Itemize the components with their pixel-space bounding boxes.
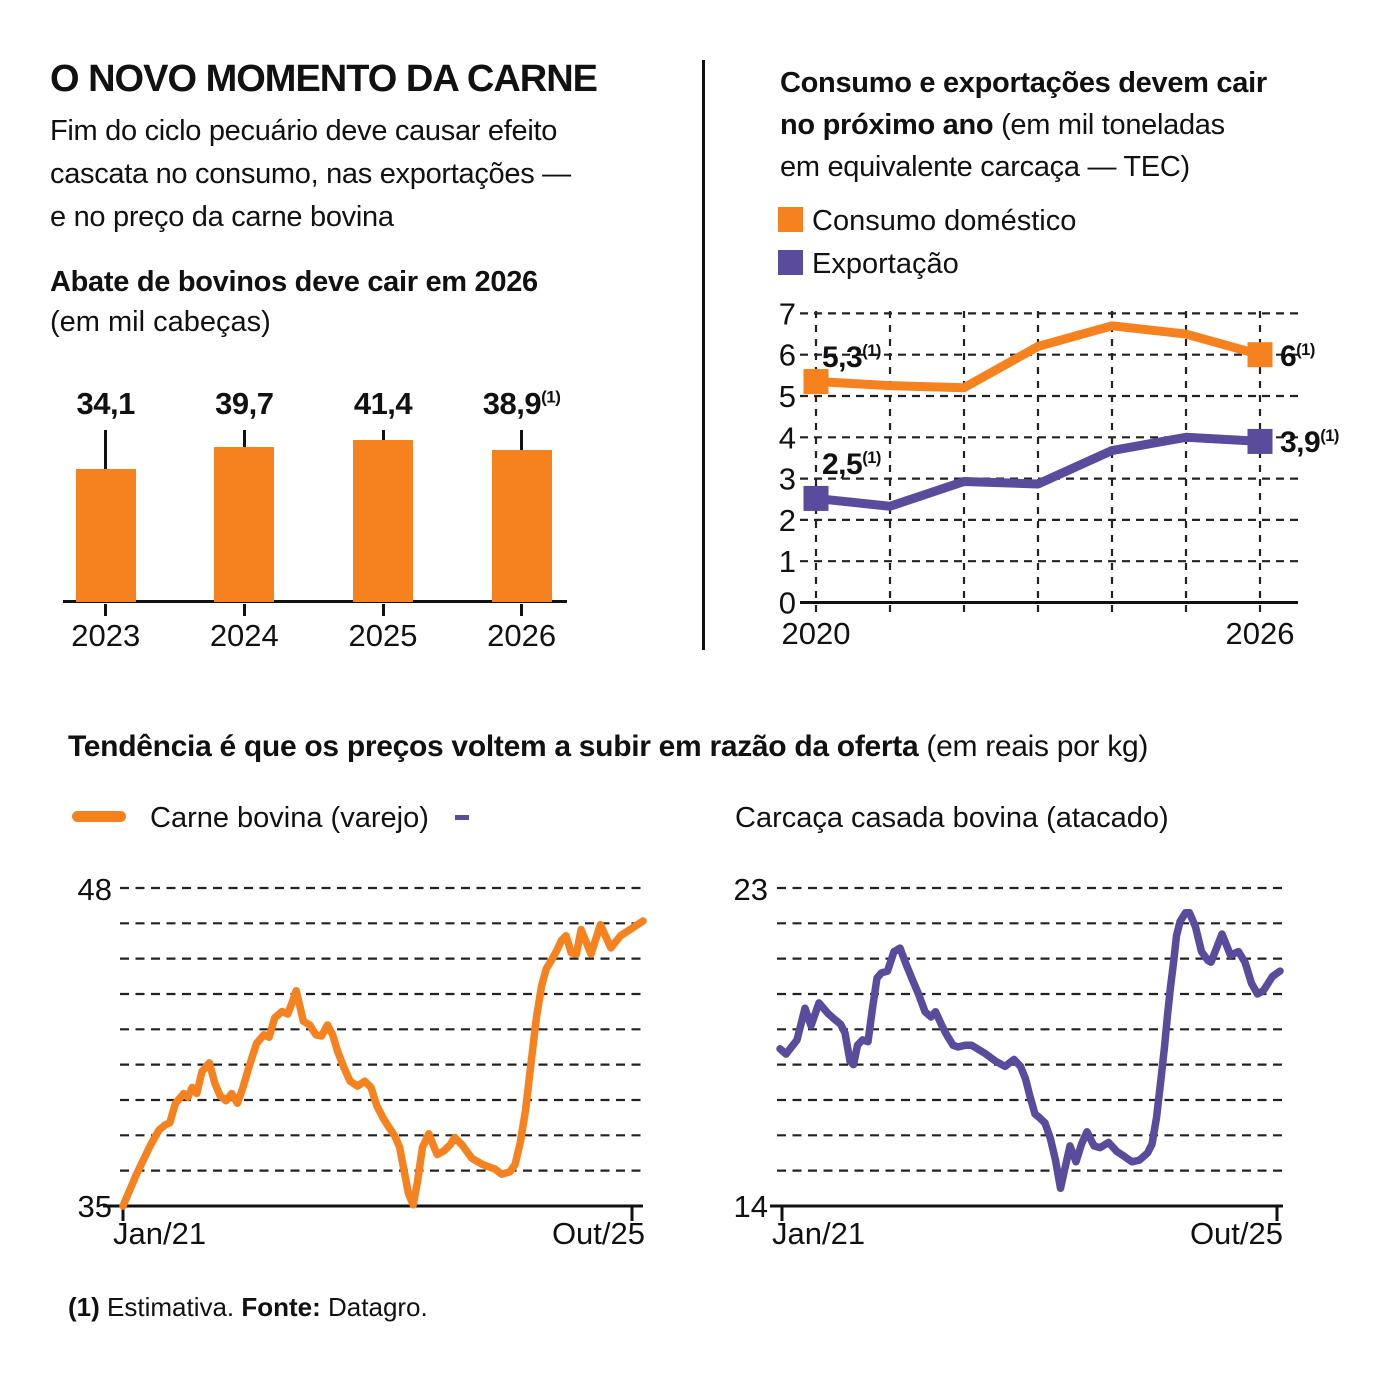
bar-2023 [76, 469, 136, 602]
price-title-bold: Tendência é que os preços voltem a subir em razão da oferta [68, 730, 919, 763]
footnote-source-label: Fonte: [241, 1292, 321, 1322]
varejo-x-end-label: Out/25 [551, 1216, 645, 1251]
footnote-mark: (1) [68, 1292, 100, 1322]
page-title: O NOVO MOMENTO DA CARNE [50, 58, 598, 100]
bar-callout-line [104, 430, 107, 469]
bar-callout-line [243, 430, 246, 447]
bar-chart [50, 380, 630, 670]
legend-swatch-consumo [778, 207, 803, 232]
legend-line-swatch-atacado [455, 815, 469, 820]
bar-category-label: 2023 [71, 618, 141, 653]
bar-axis-tick [104, 604, 107, 616]
consumption-y-tick-label: 4 [778, 420, 796, 456]
atacado-x-end-label: Out/25 [1189, 1216, 1283, 1251]
bar-2026 [492, 450, 552, 602]
atacado-chart-plot [715, 865, 1315, 1265]
footnote-source: Datagro. [320, 1292, 428, 1322]
exportacao-last-point-label: 3,9$^{(1)}$ [1280, 426, 1339, 459]
consumption-y-tick-label: 1 [778, 544, 796, 580]
consumption-title-line3: em equivalente carcaça — TEC) [780, 151, 1190, 183]
consumption-title-line2-regular: (em mil toneladas [993, 109, 1225, 141]
consumption-y-tick-label: 3 [778, 461, 796, 497]
bar-axis-tick [243, 604, 246, 616]
bar-value-label: 39,7 [215, 386, 274, 421]
bar-value-label: 38,9$^{(1)}$ [482, 386, 561, 421]
legend-swatch-exportacao [778, 250, 803, 275]
bar-callout-line [520, 430, 523, 450]
bar-callout-line [382, 430, 385, 440]
section-divider [702, 60, 705, 650]
atacado-y-max-label: 23 [733, 872, 768, 907]
consumo-first-point-label: 5,3$^{(1)}$ [822, 341, 881, 374]
bar-value-label: 41,4 [353, 386, 413, 421]
varejo-chart-plot [60, 865, 660, 1265]
atacado-chart [715, 865, 1315, 1265]
legend-line-swatch-varejo [72, 811, 126, 822]
bar-axis-tick [520, 604, 523, 616]
consumption-x-label-2026: 2026 [1225, 616, 1295, 651]
varejo-y-min-label: 35 [77, 1189, 112, 1224]
subtitle-line-2: cascata no consumo, nas exportações — [50, 158, 571, 190]
consumption-y-tick-label: 5 [778, 379, 796, 414]
consumption-title-line2-bold: no próximo ano [780, 109, 994, 141]
bar-category-label: 2025 [348, 618, 418, 653]
exportacao-first-point-label: 2,5$^{(1)}$ [822, 448, 881, 481]
footnote-text: Estimativa. [99, 1292, 242, 1322]
consumption-y-tick-label: 7 [778, 296, 796, 332]
legend-label-consumo: Consumo doméstico [812, 205, 1077, 237]
consumo-last-point-label: 6$^{(1)}$ [1280, 340, 1315, 373]
footnote [68, 1292, 428, 1323]
varejo-x-start-label: Jan/21 [113, 1216, 207, 1251]
page-subtitle [50, 110, 571, 239]
bar-chart-title: Abate de bovinos deve cair em 2026 [50, 266, 538, 298]
bar-chart-unit: (em mil cabeças) [50, 306, 271, 338]
consumption-title-line2 [780, 104, 1225, 146]
varejo-y-max-label: 48 [77, 872, 112, 907]
legend-label-atacado: Carcaça casada bovina (atacado) [735, 802, 1169, 834]
subtitle-line-3: e no preço da carne bovina [50, 201, 394, 233]
consumption-y-tick-label: 0 [778, 585, 796, 621]
atacado-y-min-label: 14 [733, 1189, 768, 1224]
bar-axis-tick [382, 604, 385, 616]
atacado-x-start-label: Jan/21 [772, 1216, 866, 1251]
bar-category-label: 2026 [487, 618, 557, 653]
legend-label-exportacao: Exportação [812, 248, 959, 280]
bar-2025 [353, 440, 413, 602]
varejo-chart [60, 865, 660, 1265]
price-section-title [68, 730, 1148, 764]
subtitle-line-1: Fim do ciclo pecuário deve causar efeito [50, 115, 558, 147]
consumption-title-line1: Consumo e exportações devem cair [780, 67, 1267, 99]
price-title-regular: (em reais por kg) [918, 730, 1149, 763]
bar-2024 [214, 447, 274, 602]
consumption-x-label-2020: 2020 [781, 616, 851, 651]
legend-label-varejo: Carne bovina (varejo) [150, 802, 429, 834]
consumption-y-tick-label: 2 [778, 502, 796, 538]
consumption-y-tick-label: 6 [778, 337, 796, 373]
bar-category-label: 2024 [209, 618, 279, 653]
bar-value-label: 34,1 [76, 386, 135, 421]
